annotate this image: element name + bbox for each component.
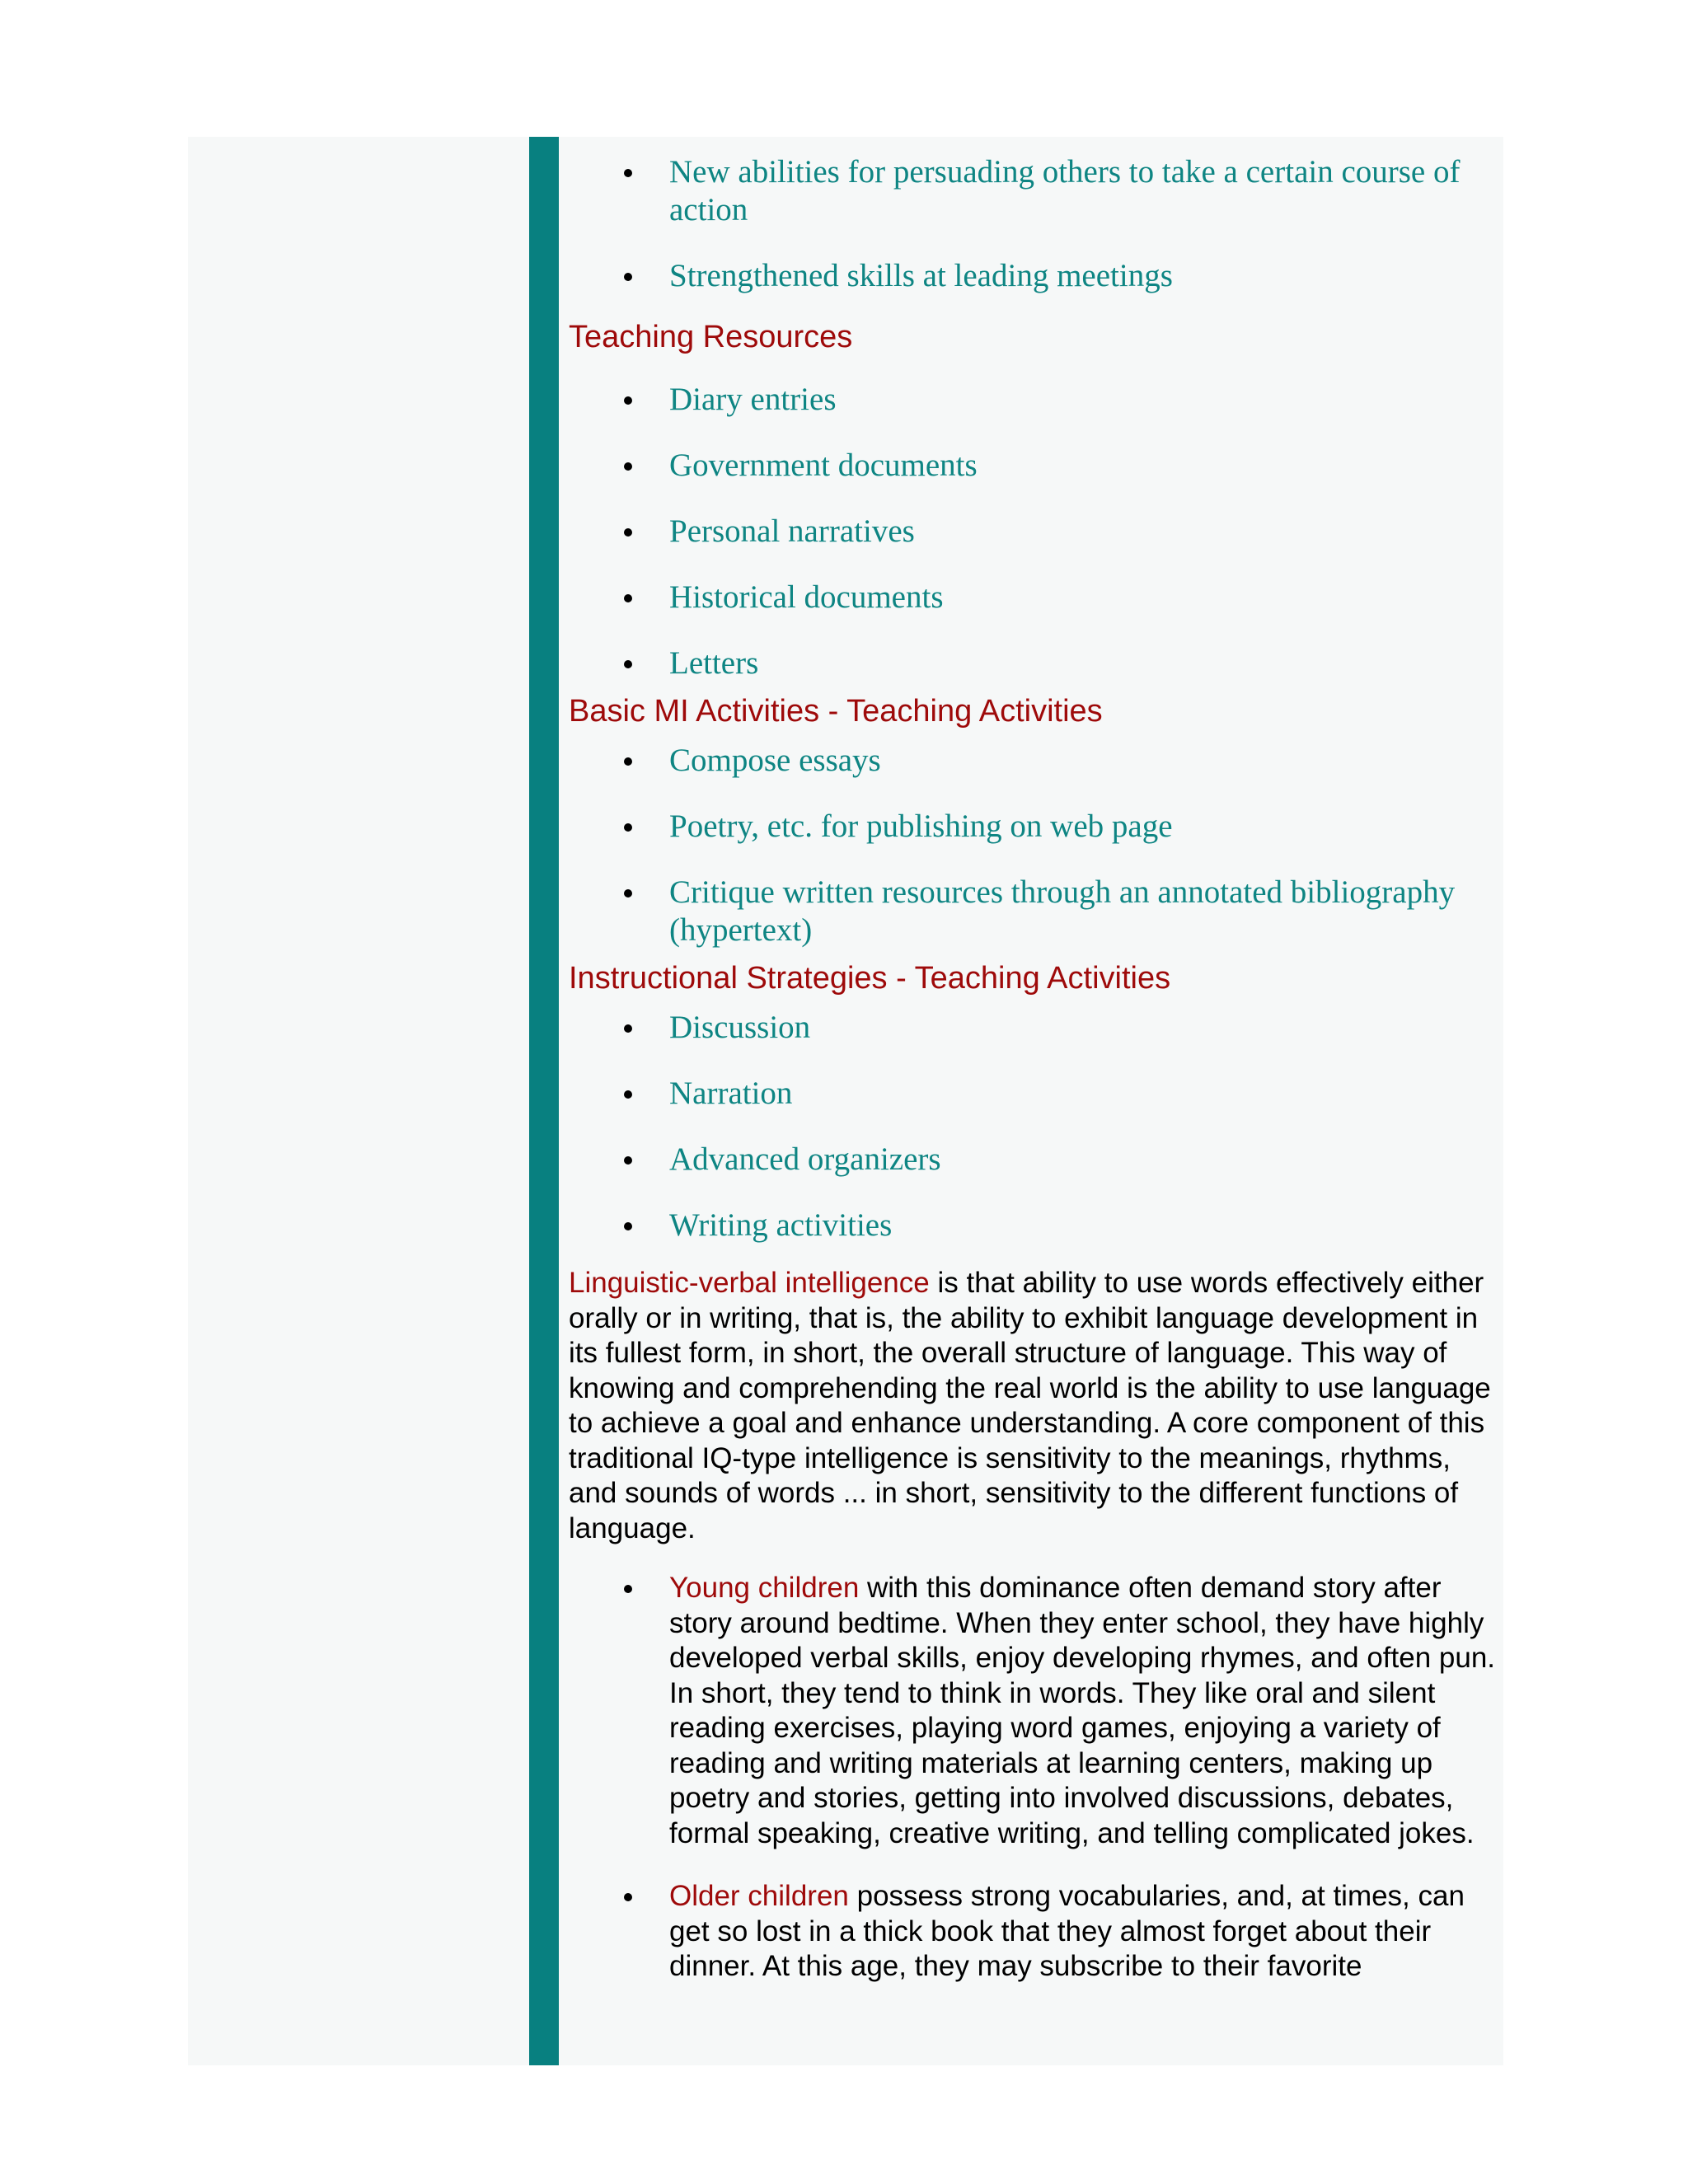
list-item: Historical documents (569, 579, 1500, 616)
list-item: New abilities for persuading others to take a certain course of action (569, 153, 1500, 229)
section-heading-basic-mi: Basic MI Activities - Teaching Activities (569, 694, 1103, 729)
list-item: Government documents (569, 447, 1500, 485)
list-item: Advanced organizers (569, 1141, 1500, 1179)
intro-list (569, 153, 1500, 295)
list-item: Strengthened skills at leading meetings (569, 257, 1500, 295)
section-heading-teaching-resources: Teaching Resources (569, 320, 853, 354)
young-children-text: with this dominance often demand story after story around bedtime. When they enter school, they have highly developed verbal skills, enjoy developing rhymes, and often pun. In short, they tend to think in words. They like oral and silent reading exercises, playing word games, enjoying a variety of reading and writing materials at learning centers, making up poetry and stories, getting into involved discussions, debates, formal speaking, creative writing, and telling complicated jokes. (669, 1572, 1496, 1849)
older-children-text: possess strong vocabularies, and, at times, can get so lost in a thick book that they almost forget about their dinner. At this age, they may subscribe to their favorite (669, 1880, 1465, 1982)
list-item-young-children (569, 1571, 1500, 1851)
linguistic-paragraph (569, 1266, 1500, 1546)
linguistic-term: Linguistic-verbal intelligence (569, 1267, 930, 1299)
list-item: Compose essays (569, 742, 1500, 780)
instructional-list (569, 1009, 1500, 1244)
list-item: Poetry, etc. for publishing on web page (569, 808, 1500, 846)
basic-mi-list (569, 742, 1500, 949)
section-heading-instructional: Instructional Strategies - Teaching Activities (569, 961, 1171, 996)
list-item-older-children (569, 1879, 1500, 1985)
list-item: Diary entries (569, 381, 1500, 419)
linguistic-text: is that ability to use words effectively either orally or in writing, that is, the ability to exhibit language development in its fullest form, in short, the overall structure of language. This way of knowing and comprehending the real world is the ability to use language to achieve a goal and enhance understanding. A core component of this traditional IQ-type intelligence is sensitivity to the meanings, rhythms, and sounds of words ... in short, sensitivity to the different functions of language. (569, 1267, 1491, 1544)
list-item: Writing activities (569, 1207, 1500, 1244)
teaching-resources-list (569, 381, 1500, 682)
list-item: Critique written resources through an annotated bibliography (hypertext) (569, 874, 1500, 949)
document-content (569, 153, 1500, 2013)
list-item: Letters (569, 644, 1500, 682)
children-list (569, 1571, 1500, 1985)
list-item: Discussion (569, 1009, 1500, 1047)
older-children-term: Older children (669, 1880, 849, 1912)
left-accent-bar (529, 137, 559, 2065)
young-children-term: Young children (669, 1572, 860, 1604)
list-item: Personal narratives (569, 513, 1500, 551)
list-item: Narration (569, 1075, 1500, 1113)
